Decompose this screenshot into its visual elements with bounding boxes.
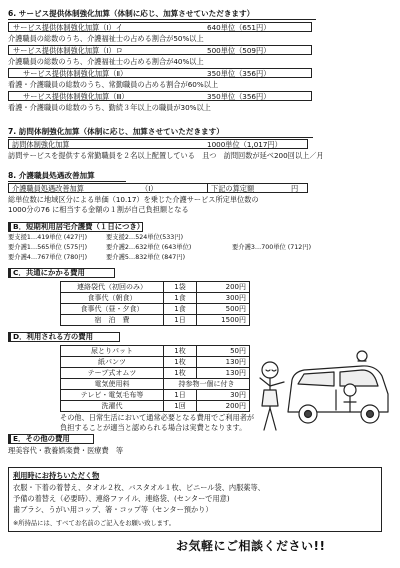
fee-price: 1500円 xyxy=(197,315,250,326)
fee-name: 宿 泊 費 xyxy=(61,315,164,326)
s6-item1-name: サービス提供体制強化加算（Ⅰ）イ xyxy=(13,23,123,32)
bring-line-3: 歯ブラシ、うがい用コップ、箸・コップ等（センター預かり） xyxy=(13,505,213,514)
table-row xyxy=(61,293,250,304)
sb-rate-3-2: 要介護5…832単位 (847円) xyxy=(106,254,186,261)
bring-line-1: 衣服・下着の着替え、タオル２枚、バスタオル１枚、ビニール袋、内服薬等、 xyxy=(13,483,265,492)
s8-box xyxy=(8,183,308,193)
fee-name: 食事代（朝食） xyxy=(61,293,164,304)
s7-desc: 訪問サービスを提供する常勤職員を２名以上配置している 且つ 訪問回数が延べ200回以上／月 xyxy=(8,151,324,160)
section-6-title: 6. サービス提供体制強化加算（体制に応じ、加算させていただきます） xyxy=(8,9,255,18)
fee-price: 200円 xyxy=(197,282,250,293)
fee-name: 洗濯代 xyxy=(61,401,164,412)
section-7-underline xyxy=(8,137,313,138)
s6-item4-amount: 350単位（356円） xyxy=(207,92,271,101)
section-7-title: 7. 訪問体制強化加算（体制に応じ、加算させていただきます） xyxy=(8,127,224,136)
fee-unit: 1食 xyxy=(164,304,197,315)
table-row xyxy=(61,282,250,293)
sb-rate-2-2: 要介護2…632単位 (643単位) xyxy=(106,244,192,251)
s7-amount: 1000単位（1,017円） xyxy=(207,140,282,149)
section-8-underline xyxy=(8,181,126,182)
s8-desc2: 1000分の76 に相当する金額の１割が自己負担額となる xyxy=(8,205,189,214)
bring-line-2: 予備の着替え（必要時）、連絡ファイル、連絡袋、(センターで用意) xyxy=(13,494,230,503)
bring-note: ※所持品には、すべてお名前のご記入をお願い致します。 xyxy=(13,520,176,527)
bring-items-box xyxy=(8,467,382,532)
fee-unit: 1袋 xyxy=(164,282,197,293)
section-c-title: C．共通にかかる費用 xyxy=(8,268,115,278)
fee-unit: 1日 xyxy=(164,315,197,326)
s6-item3-desc: 看護・介護職員の総数のうち、常勤職員の占める割合が60%以上 xyxy=(8,80,219,89)
fee-name: 食事代（昼・夕食） xyxy=(61,304,164,315)
table-row xyxy=(61,315,250,326)
table-row xyxy=(61,346,250,357)
s8-calc-unit: 円 xyxy=(291,184,299,193)
section-d-title: D．利用される方の費用 xyxy=(8,332,120,342)
fee-unit: 1枚 xyxy=(164,368,197,379)
fee-unit: 1枚 xyxy=(164,346,197,357)
sd-note-1: その他、日常生活において通常必要となる費用でご利用者が xyxy=(60,413,255,422)
s6-item3-box xyxy=(8,68,312,78)
section-8-title: 8. 介護職員処遇改善加算 xyxy=(8,171,95,180)
section-b-title: B．短期利用居宅介護費（１日につき） xyxy=(8,222,143,232)
user-fees-table xyxy=(60,345,250,412)
s6-item2-amount: 500単位（509円） xyxy=(207,46,271,55)
fee-name: 尿とりパット xyxy=(61,346,164,357)
fee-name: 電気使用料 xyxy=(61,379,164,390)
fee-name: テープ式オムツ xyxy=(61,368,164,379)
s6-item2-box xyxy=(8,45,312,55)
fee-price: 200円 xyxy=(197,401,250,412)
s6-item4-desc: 看護・介護職員の総数のうち、勤続３年以上の職員が30%以上 xyxy=(8,103,211,112)
bring-title: 利用時にお持ちいただく物 xyxy=(13,471,100,480)
fee-price: 500円 xyxy=(197,304,250,315)
sb-rate-3-1: 要介護4…767単位 (780円) xyxy=(8,254,88,261)
fee-unit: 1回 xyxy=(164,401,197,412)
table-row xyxy=(61,401,250,412)
fee-name: テレビ・電気毛布等 xyxy=(61,390,164,401)
table-row xyxy=(61,304,250,315)
s8-calc-label: 下記の算定額 xyxy=(207,184,254,193)
fee-unit: 持参物一個に付き xyxy=(164,379,250,390)
sb-rate-1-1: 要支援1…419単位 (427円) xyxy=(8,234,88,241)
fee-name: 連絡袋代（初回のみ） xyxy=(61,282,164,293)
fee-unit: 1食 xyxy=(164,293,197,304)
se-text: 理美容代・教養娯楽費・医療費 等 xyxy=(8,446,124,455)
s6-item3-name: サービス提供体制強化加算（Ⅱ） xyxy=(23,69,128,78)
fee-price: 130円 xyxy=(197,357,250,368)
s8-level: （Ⅰ） xyxy=(141,184,158,193)
s6-item1-desc: 介護職員の総数のうち、介護福祉士の占める割合が50%以上 xyxy=(8,34,204,43)
table-row xyxy=(61,357,250,368)
table-row xyxy=(61,379,250,390)
fee-unit: 1枚 xyxy=(164,357,197,368)
s7-name: 訪問体制強化加算 xyxy=(12,140,70,149)
s6-item1-amount: 640単位（651円） xyxy=(207,23,271,32)
fee-price: 50円 xyxy=(197,346,250,357)
fee-price: 130円 xyxy=(197,368,250,379)
s6-item4-name: サービス提供体制強化加算（Ⅲ） xyxy=(23,92,129,101)
common-fees-table xyxy=(60,281,250,326)
s6-item1-box xyxy=(8,22,312,32)
fee-price: 300円 xyxy=(197,293,250,304)
sb-rate-1-2: 要支援2…524単位(533円) xyxy=(106,234,184,241)
footer-message: お気軽にご相談ください!! xyxy=(176,539,326,553)
table-row xyxy=(61,390,250,401)
sd-note-2: 負担することが適当と認められる場合は実費となります。 xyxy=(60,423,247,432)
fee-name: 紙パンツ xyxy=(61,357,164,368)
s6-item4-box xyxy=(8,91,312,101)
sb-rate-2-3: 要介護3…700単位 (712円) xyxy=(232,244,312,251)
caregivers-with-car-illustration xyxy=(258,350,394,435)
s8-name: 介護職員処遇改善加算 xyxy=(12,184,84,193)
fee-price: 30円 xyxy=(197,390,250,401)
s6-item2-desc: 介護職員の総数のうち、介護福祉士の占める割合が40%以上 xyxy=(8,57,204,66)
fee-unit: 1日 xyxy=(164,390,197,401)
s8-desc1: 総単位数に地域区分による単価（10.17）を乗じた介護サービス所定単位数の xyxy=(8,195,259,204)
table-row xyxy=(61,368,250,379)
section-e-title: E．その他の費用 xyxy=(8,434,94,444)
s6-item3-amount: 350単位（356円） xyxy=(207,69,271,78)
s7-box xyxy=(8,139,308,149)
section-6-underline xyxy=(8,19,316,20)
sb-rate-2-1: 要介護1…565単位 (575円) xyxy=(8,244,88,251)
s6-item2-name: サービス提供体制強化加算（Ⅰ）ロ xyxy=(13,46,123,55)
